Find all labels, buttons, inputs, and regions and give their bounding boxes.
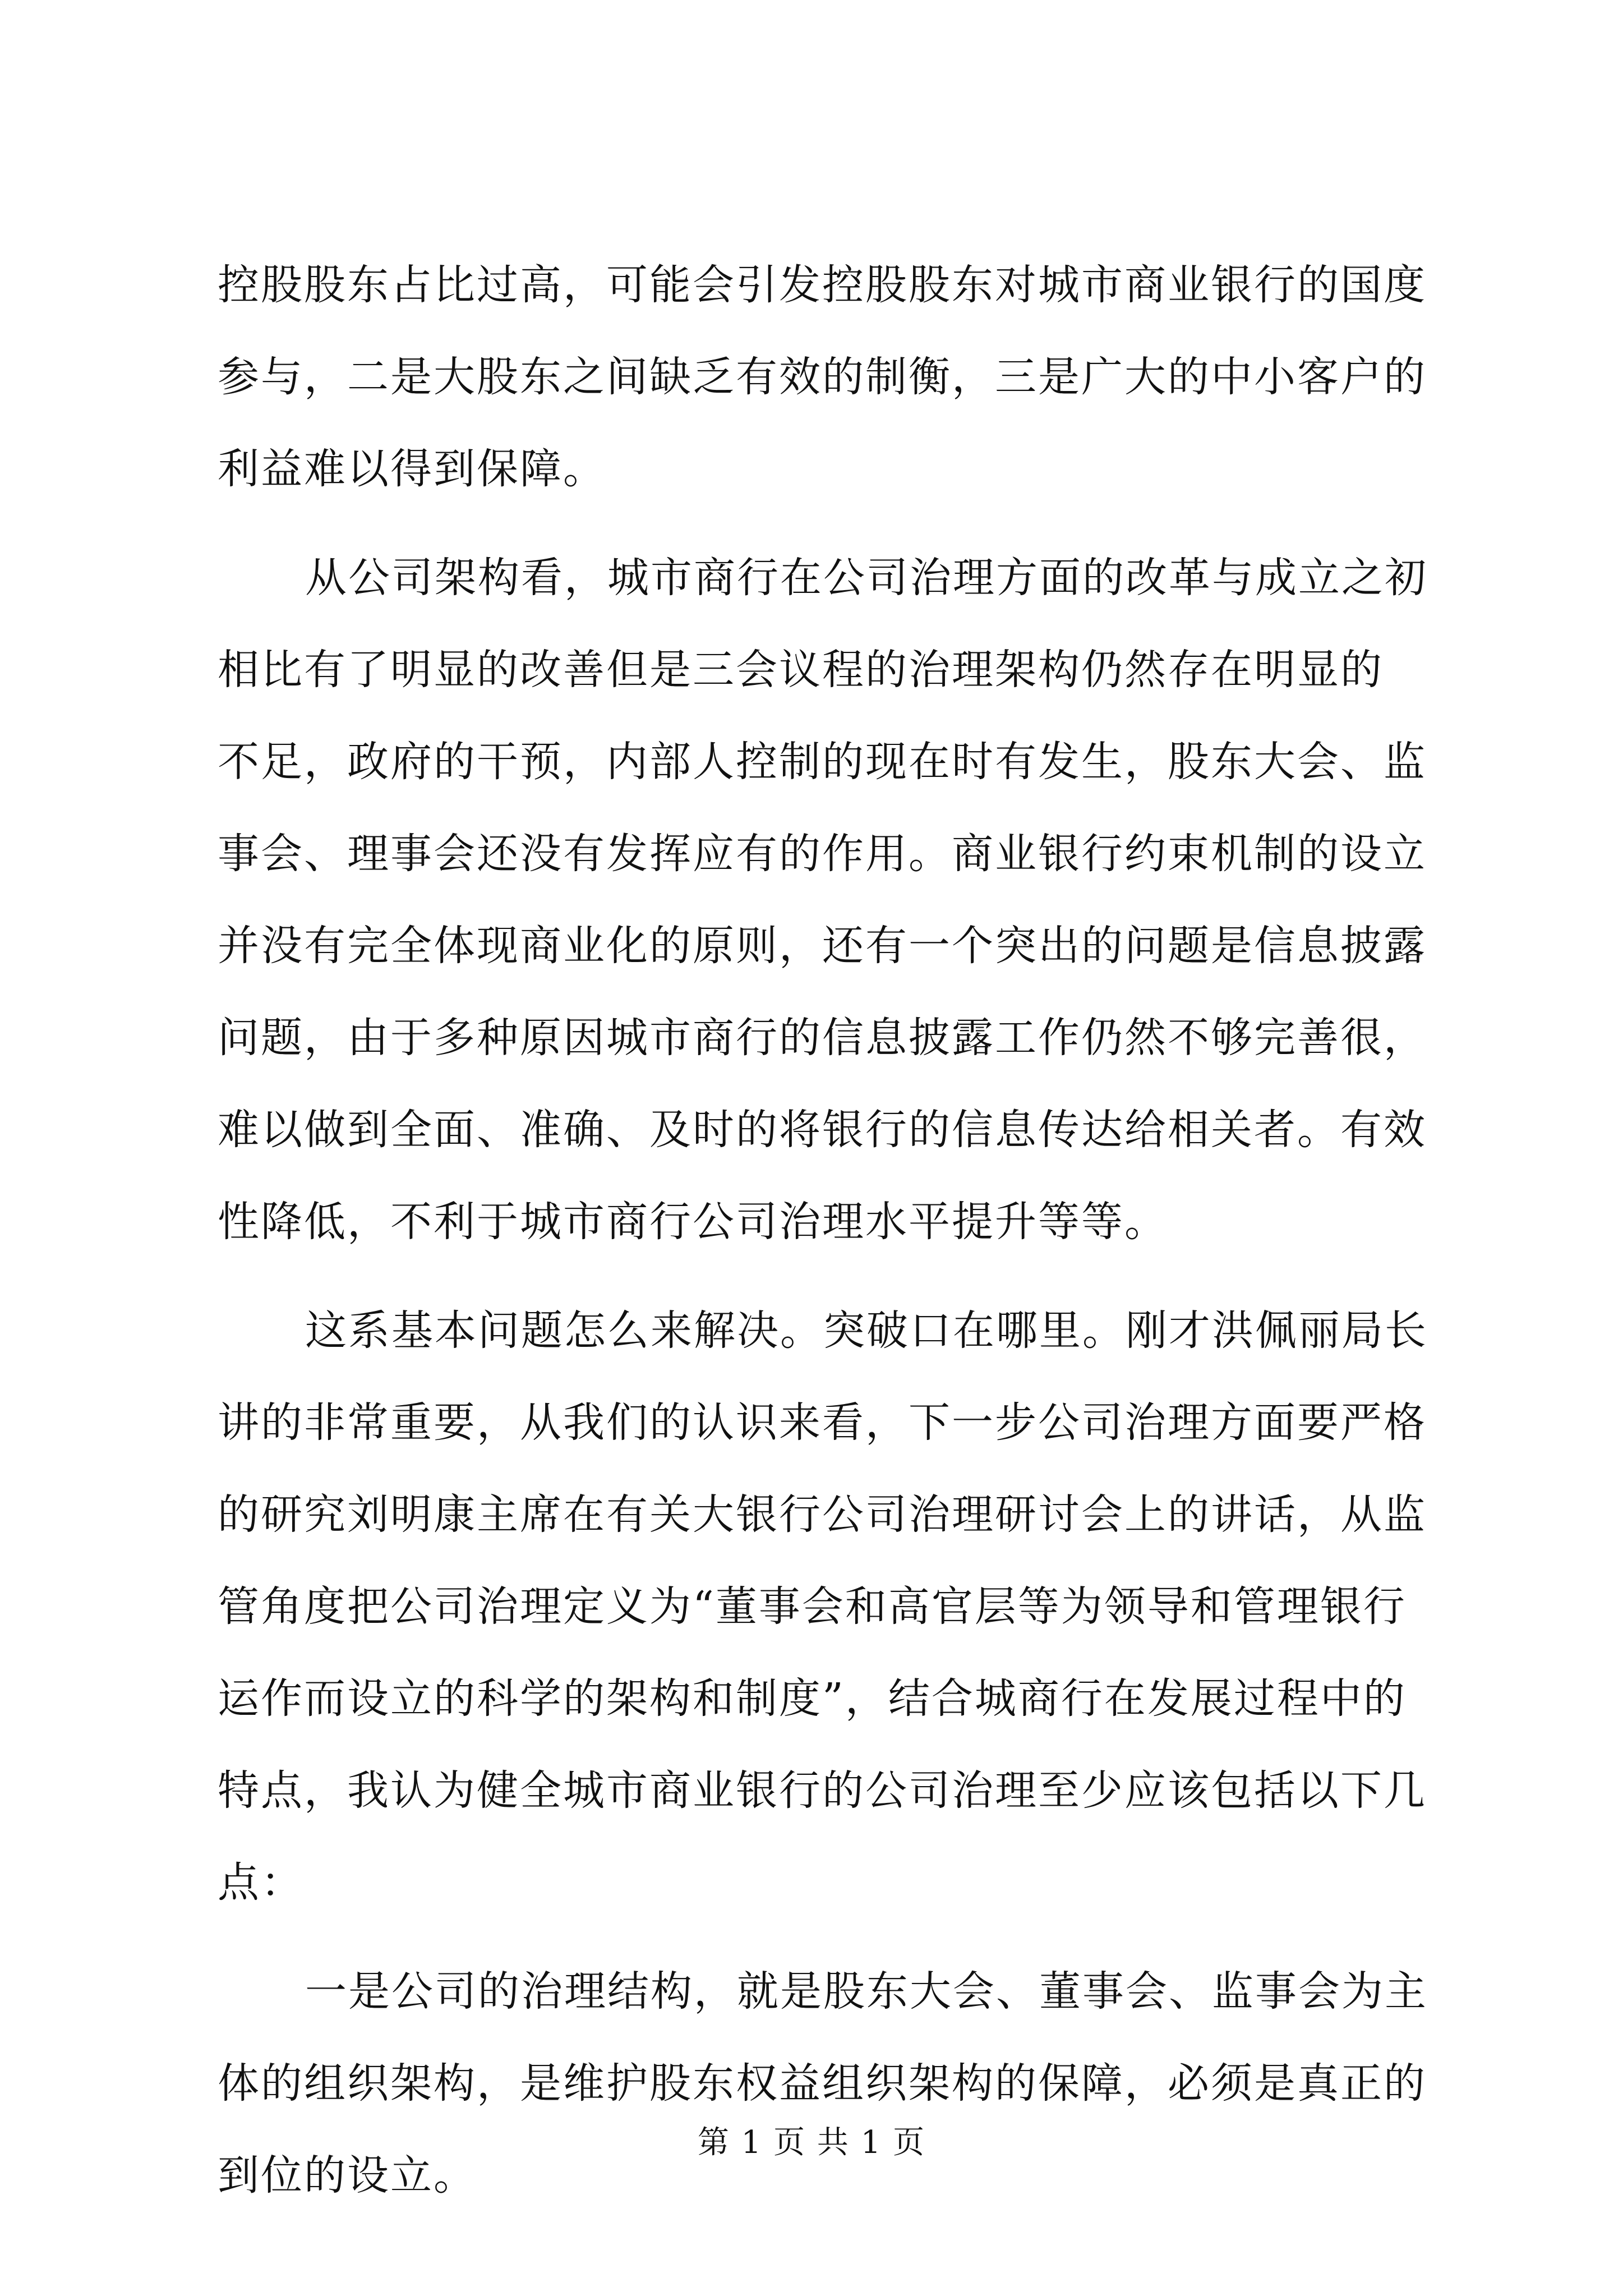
text-line: 控股股东占比过高，可能会引发控股股东对城市商业银行的国度 [218,261,1427,309]
text-line: 难以做到全面、准确、及时的将银行的信息传达给相关者。有效 [218,1106,1427,1154]
document-body [218,261,1428,2246]
text-line: 特点，我认为健全城市商业银行的公司治理至少应该包括以下几 [218,1766,1427,1815]
page-number-footer: 第 1 页 共 1 页 [697,2124,926,2161]
paragraph-first-line: 一是公司的治理结构，就是股东大会、董事会、监事会为主 [305,1967,1428,2016]
paragraph-first-line: 这系基本问题怎么来解决。突破口在哪里。刚才洪佩丽局长 [305,1306,1428,1355]
text-line: 并没有完全体现商业化的原则，还有一个突出的问题是信息披露 [218,922,1427,970]
text-line: 事会、理事会还没有发挥应有的作用。商业银行约束机制的设立 [218,830,1427,878]
text-line: 不足，政府的干预，内部人控制的现在时有发生，股东大会、监 [218,738,1427,786]
text-line: 讲的非常重要，从我们的认识来看，下一步公司治理方面要严格 [218,1398,1427,1447]
text-line: 的研究刘明康主席在有关大银行公司治理研讨会上的讲话，从监 [218,1490,1427,1539]
text-line: 点： [218,1858,304,1907]
paragraph-first-line: 从公司架构看，城市商行在公司治理方面的改革与成立之初 [305,554,1428,602]
text-line: 参与，二是大股东之间缺乏有效的制衡，三是广大的中小客户的 [218,353,1427,401]
text-line: 利益难以得到保障。 [218,445,606,493]
text-line: 性降低，不利于城市商行公司治理水平提升等等。 [218,1198,1168,1246]
text-line: 问题，由于多种原因城市商行的信息披露工作仍然不够完善很， [218,1014,1427,1062]
text-line: 体的组织架构，是维护股东权益组织架构的保障，必须是真正的 [218,2059,1427,2108]
text-line: 运作而设立的科学的架构和制度”，结合城商行在发展过程中的 [218,1674,1407,1723]
text-line: 到位的设立。 [218,2151,477,2200]
text-line: 管角度把公司治理定义为“董事会和高官层等为领导和管理银行 [218,1582,1407,1631]
text-line: 相比有了明显的改善但是三会议程的治理架构仍然存在明显的 [218,646,1384,694]
